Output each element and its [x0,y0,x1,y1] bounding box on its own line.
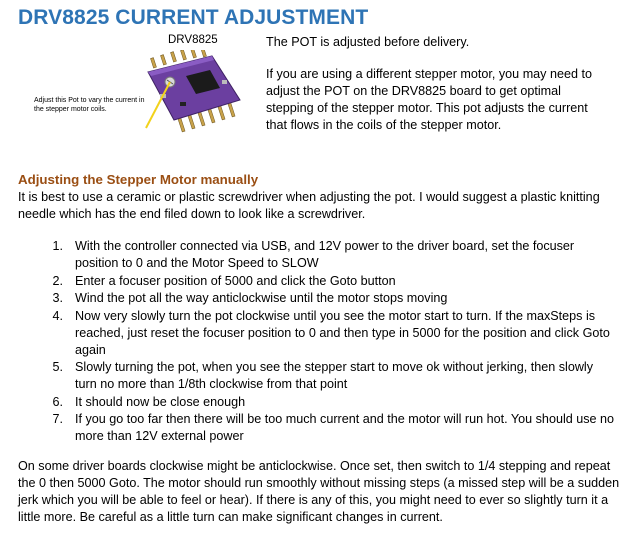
section-heading: Adjusting the Stepper Motor manually [18,172,259,187]
list-item [18,394,618,411]
list-item [18,308,618,359]
step-number: 2. [52,273,63,288]
list-item [18,411,618,445]
intro-text [266,34,610,149]
intro-paragraph: If you are using a different stepper motor, you may need to adjust the POT on the DRV8825 board to get optimal stepping of the stepper motor. This pot adjusts the current that flows in the coils of the stepper motor. [266,67,592,132]
step-number: 6. [52,394,63,409]
step-number: 3. [52,291,63,305]
list-item [18,290,618,307]
step-number: 1. [52,239,63,253]
step-text: Now very slowly turn the pot clockwise until you see the motor start to turn. If the maxSteps is reached, just reset the focuser position to 0 and then type in 5000 for the position and click Goto again [75,308,610,357]
drv8825-board-image [140,50,250,140]
step-text: Slowly turning the pot, when you see the stepper start to move ok without jerking, then slowly turn no more than 1/8th clockwise from that point [75,360,594,391]
step-number: 4. [52,308,63,323]
step-text: If you go too far then there will be too much current and the motor will run hot. You should use no more than 12V external power [75,412,615,443]
list-item [18,273,618,290]
pot-adjust-note: Adjust this Pot to vary the current in the stepper motor coils. [34,97,145,113]
closing-paragraph: On some driver boards clockwise might be anticlockwise. Once set, then switch to 1/4 stepping and repeat the 0 then 5000 Goto. The motor should run smoothly without missing steps (a missed step will be a sudden jerk which you will be able to feel or hear). If there is any of this, you might need to ever so slightly turn it a little more. Be careful as a little turn can make significant changes in current. [18,459,620,524]
page-title: DRV8825 CURRENT ADJUSTMENT [18,6,369,29]
step-text: It should now be close enough [75,394,246,409]
figure-label: DRV8825 [168,34,218,46]
body-paragraph: It is best to use a ceramic or plastic screwdriver when adjusting the pot. I would suggest a plastic knitting needle which has the end filed down to look like a screwdriver. [18,190,600,221]
step-text: With the controller connected via USB, and 12V power to the driver board, set the focuser position to 0 and the Motor Speed to SLOW [75,239,575,270]
step-number: 7. [52,412,63,426]
list-item [18,238,618,272]
step-text: Enter a focuser position of 5000 and click the Goto button [75,273,396,288]
intro-paragraph: The POT is adjusted before delivery. [266,35,470,49]
steps-list [18,238,618,446]
step-number: 5. [52,360,63,374]
list-item [18,359,618,393]
step-text: Wind the pot all the way anticlockwise until the motor stops moving [75,291,448,305]
